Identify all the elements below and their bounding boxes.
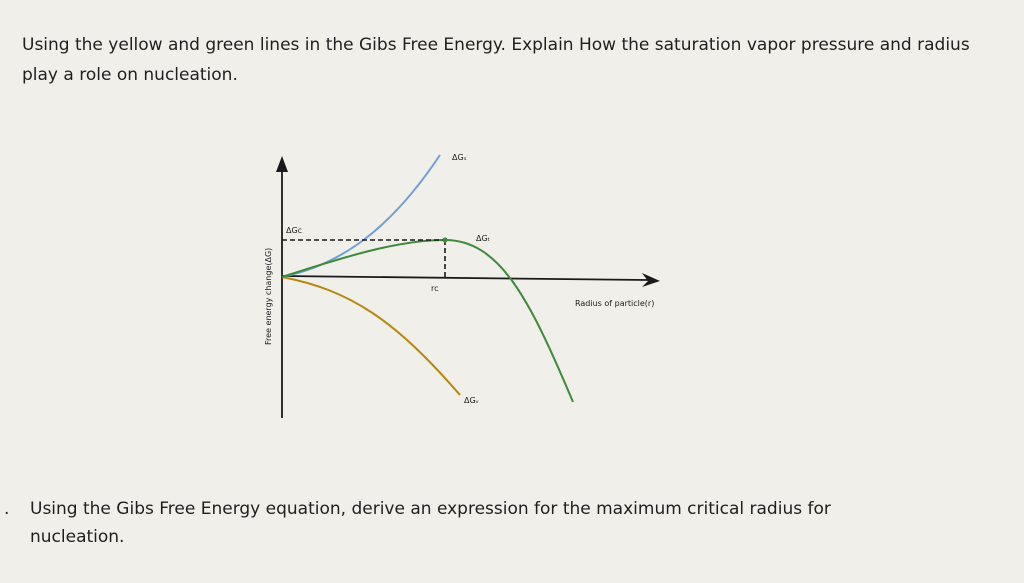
surface-energy-curve [282, 155, 440, 277]
total-energy-curve [282, 240, 573, 402]
critical-point-marker [443, 238, 448, 243]
critical-energy-label: ΔGc [286, 226, 303, 235]
critical-radius-label: rc [431, 284, 439, 293]
volume-energy-label: ΔGᵥ [464, 396, 480, 405]
y-axis-label: Free energy change(ΔG) [264, 247, 273, 345]
question-2-text: Using the Gibs Free Energy equation, derive an expression for the maximum critical radius for nucleation. [30, 499, 831, 547]
y-axis-arrowhead [276, 156, 288, 172]
surface-energy-label: ΔGₛ [452, 153, 467, 162]
question-1-text: Using the yellow and green lines in the Gibs Free Energy. Explain How the saturation vapor pressure and radius play a role on nucleation. [22, 35, 970, 85]
x-axis [282, 276, 648, 280]
x-axis-label: Radius of particle(r) [575, 299, 655, 308]
question-2-bullet: . [4, 499, 10, 519]
total-energy-label: ΔGₜ [476, 234, 491, 243]
volume-energy-curve [282, 277, 460, 395]
